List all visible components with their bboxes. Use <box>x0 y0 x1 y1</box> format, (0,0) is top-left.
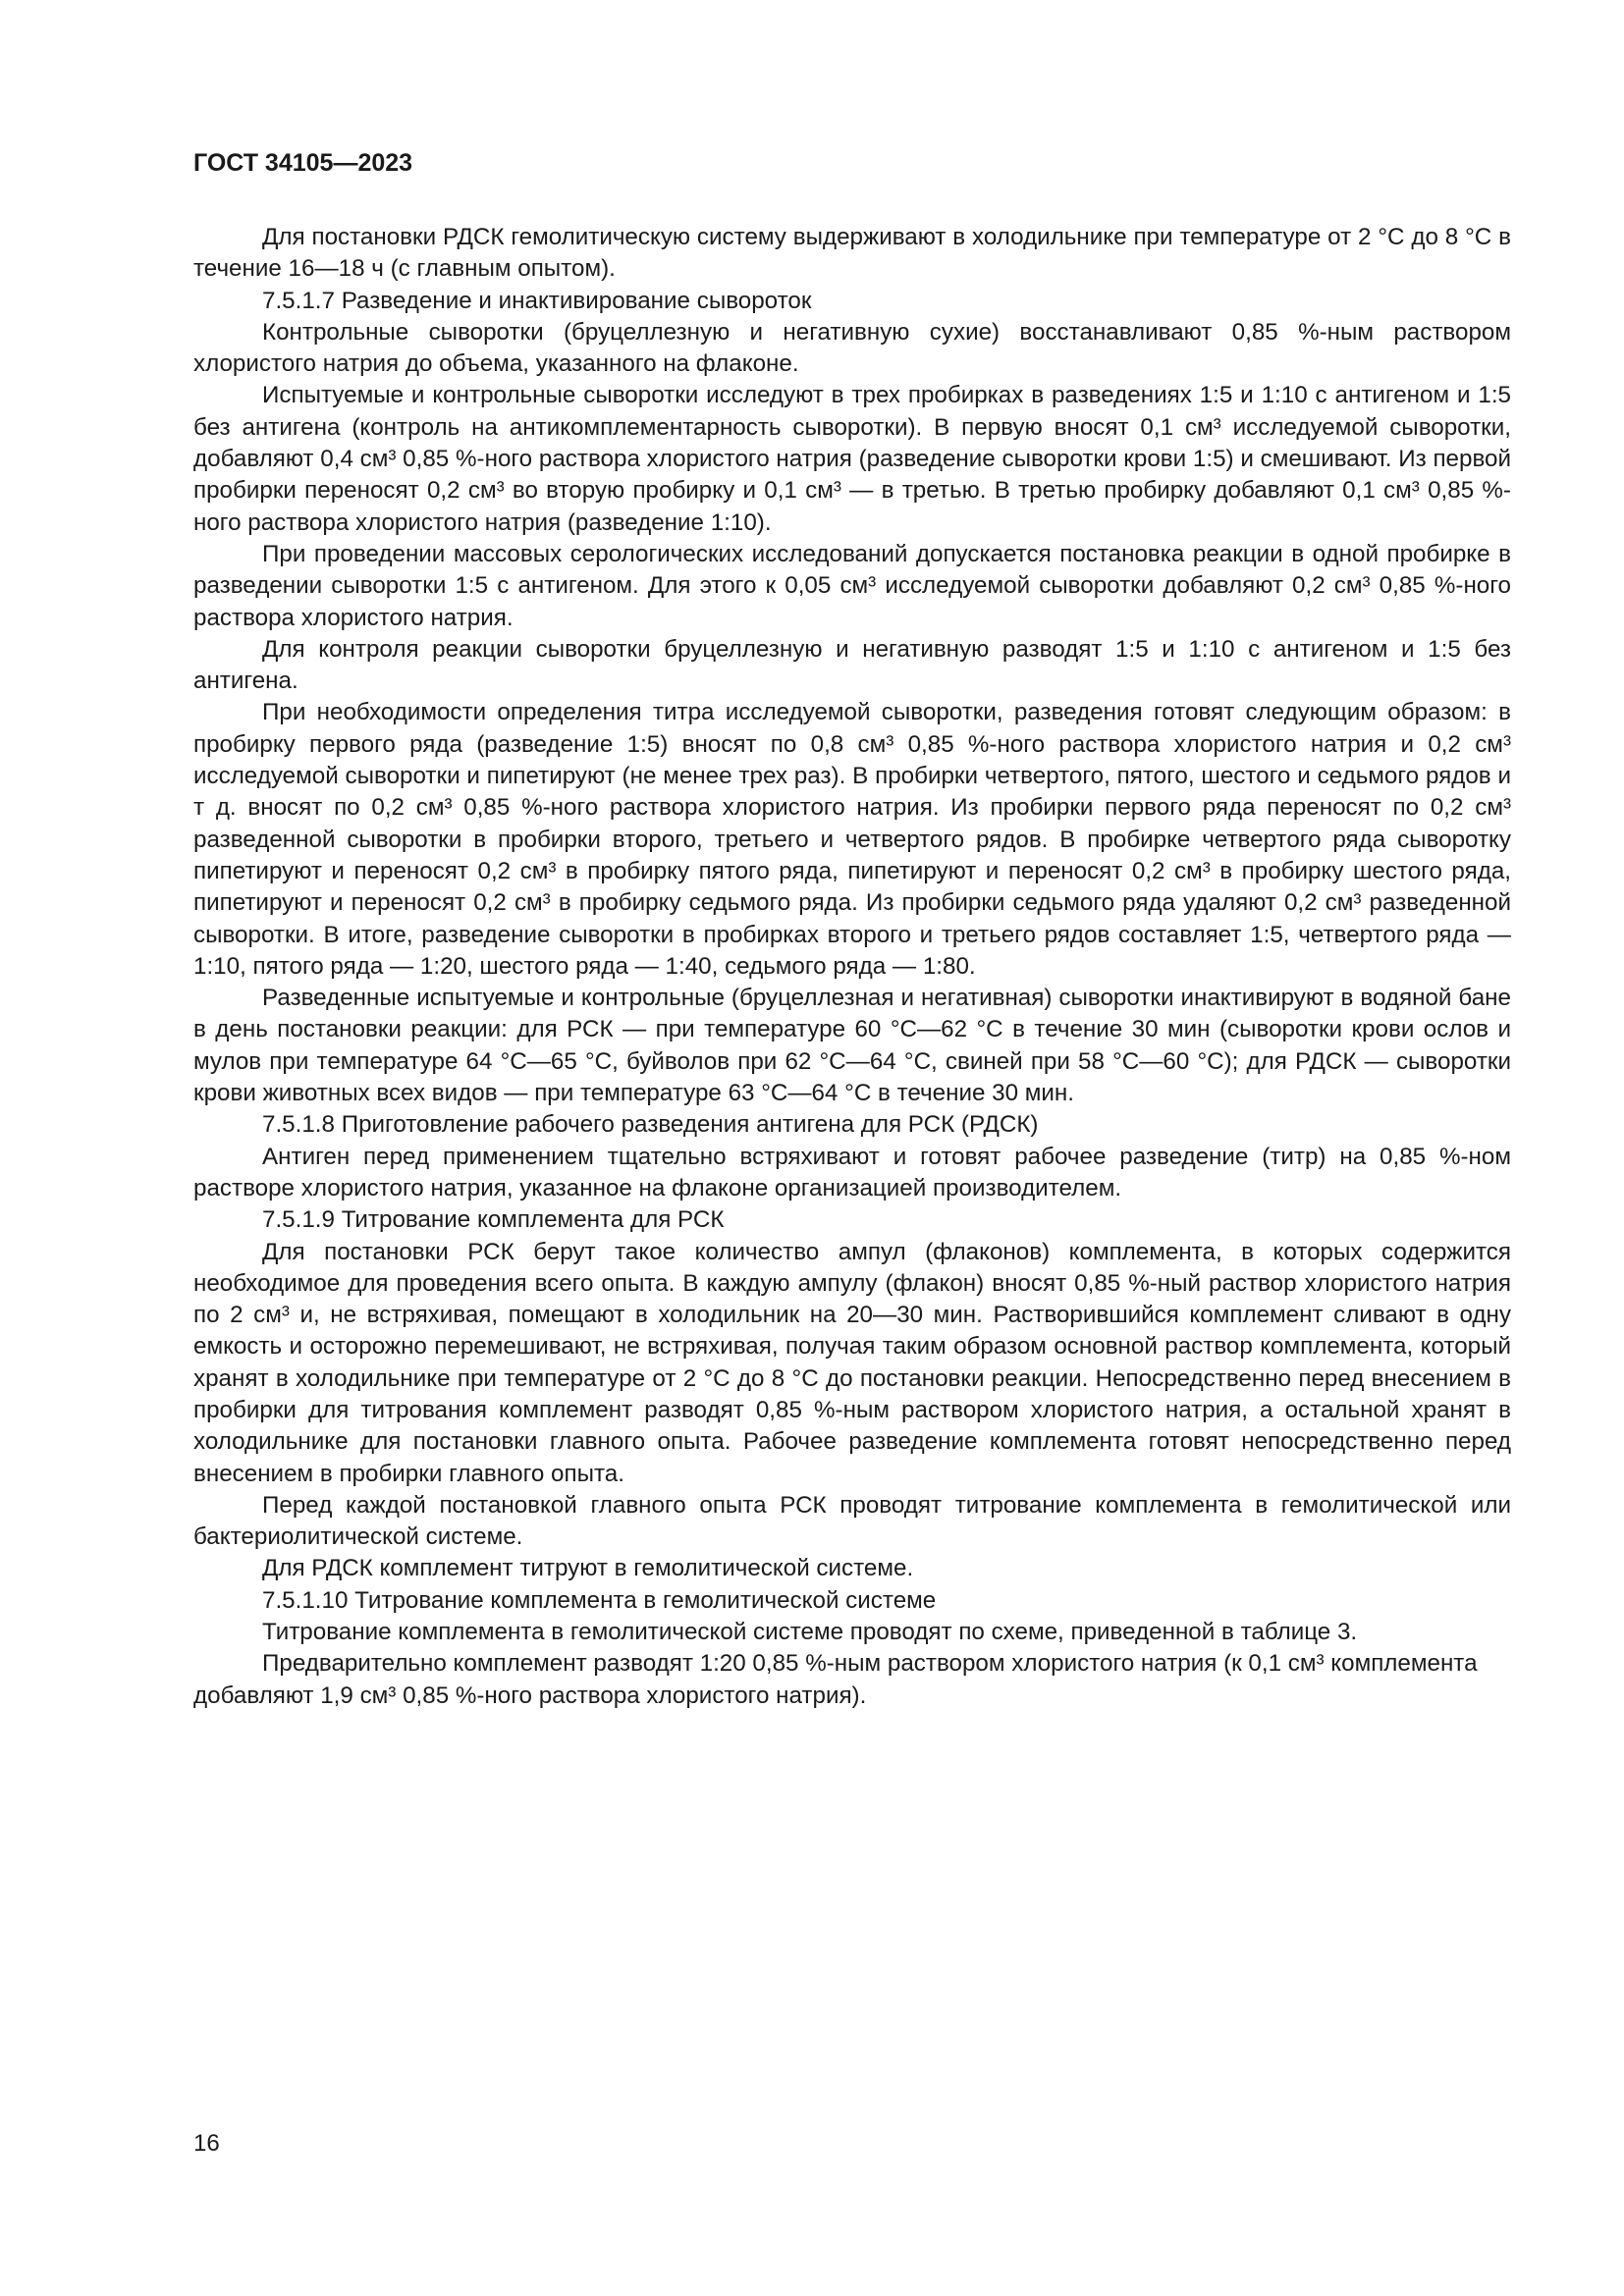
document-header: ГОСТ 34105—2023 <box>193 149 413 177</box>
page-number: 16 <box>193 2130 220 2157</box>
paragraph: Испытуемые и контрольные сыворотки исследуют в трех пробирках в разведениях 1:5 и 1:10 с антигеном и 1:5 без антигена (контроль на антикомплементарность сыворотки). В первую вносят 0,1 см³ исследуемой сыворотки, добавляют 0,4 см³ 0,85 %-ного раствора хлористого натрия (разведение сыворотки крови 1:5) и смешивают. Из первой пробирки переносят 0,2 см³ во вторую пробирку и 0,1 см³ — в третью. В третью пробирку добавляют 0,1 см³ 0,85 %-ного раствора хлористого натрия (разведение 1:10). <box>193 382 1511 536</box>
section-heading: 7.5.1.10 Титрование комплемента в гемолитической системе <box>262 1586 937 1614</box>
paragraph: Контрольные сыворотки (бруцеллезную и негативную сухие) восстанавливают 0,85 %-ным раствором хлористого натрия до объема, указанного на флаконе. <box>193 318 1511 378</box>
paragraph: Титрование комплемента в гемолитической системе проводят по схеме, приведенной в таблице 3. <box>262 1619 1358 1646</box>
document-body <box>193 222 1511 1712</box>
paragraph: Для постановки РСК берут такое количество ампул (флаконов) комплемента, в которых содержится необходимое для проведения всего опыта. В каждую ампулу (флакон) вносят 0,85 %-ный раствор хлористого натрия по 2 см³ и, не встряхивая, помещают в холодильник на 20—30 мин. Растворившийся комплемент сливают в одну емкость и осторожно перемешивают, не встряхивая, получая таким образом основной раствор комплемента, который хранят в холодильнике при температуре от 2 °С до 8 °С до постановки реакции. Непосредственно перед внесением в пробирки для титрования комплемент разводят 0,85 %-ным раствором хлористого натрия, а остальной хранят в холодильнике для постановки главного опыта. Рабочее разведение комплемента готовят непосредственно перед внесением в пробирки главного опыта. <box>193 1238 1511 1487</box>
paragraph: Для РДСК комплемент титруют в гемолитической системе. <box>262 1555 914 1582</box>
paragraph: Для постановки РДСК гемолитическую систему выдерживают в холодильнике при температуре от 2 °С до 8 °С в течение 16—18 ч (с главным опытом). <box>193 224 1511 283</box>
section-heading: 7.5.1.9 Титрование комплемента для РСК <box>262 1206 725 1234</box>
paragraph: Предварительно комплемент разводят 1:20 0,85 %-ным раствором хлористого натрия (к 0,1 см³ комплемента добавляют 1,9 см³ 0,85 %-ного раствора хлористого натрия). <box>193 1650 1478 1709</box>
paragraph: Разведенные испытуемые и контрольные (бруцеллезная и негативная) сыворотки инактивируют в водяной бане в день постановки реакции: для РСК — при температуре 60 °С—62 °С в течение 30 мин (сыворотки крови ослов и мулов при температуре 64 °С—65 °С, буйволов при 62 °С—64 °С, свиней при 58 °С—60 °С); для РДСК — сыворотки крови животных всех видов — при температуре 63 °С—64 °С в течение 30 мин. <box>193 985 1511 1107</box>
section-heading: 7.5.1.7 Разведение и инактивирование сывороток <box>262 287 812 314</box>
paragraph: Для контроля реакции сыворотки бруцеллезную и негативную разводят 1:5 и 1:10 с антигеном и 1:5 без антигена. <box>193 635 1511 695</box>
section-heading: 7.5.1.8 Приготовление рабочего разведения антигена для РСК (РДСК) <box>262 1111 1039 1139</box>
paragraph: Антиген перед применением тщательно встряхивают и готовят рабочее разведение (титр) на 0,85 %-ном растворе хлористого натрия, указанное на флаконе организацией производителем. <box>193 1143 1511 1201</box>
paragraph: При необходимости определения титра исследуемой сыворотки, разведения готовят следующим образом: в пробирку первого ряда (разведение 1:5) вносят по 0,8 см³ 0,85 %-ного раствора хлористого натрия и 0,2 см³ исследуемой сыворотки и пипетируют (не менее трех раз). В пробирки четвертого, пятого, шестого и седьмого рядов и т д. вносят по 0,2 см³ 0,85 %-ного раствора хлористого натрия. Из пробирки первого ряда переносят по 0,2 см³ разведенной сыворотки в пробирки второго, третьего и четвертого рядов. В пробирке четвертого ряда сыворотку пипетируют и переносят 0,2 см³ в пробирку пятого ряда, пипетируют и переносят 0,2 см³ в пробирку шестого ряда, пипетируют и переносят 0,2 см³ в пробирку седьмого ряда. Из пробирки седьмого ряда удаляют 0,2 см³ разведенной сыворотки. В итоге, разведение сыворотки в пробирках второго и третьего рядов составляет 1:5, четвертого ряда — 1:10, пятого ряда — 1:20, шестого ряда — 1:40, седьмого ряда — 1:80. <box>193 699 1511 980</box>
paragraph: Перед каждой постановкой главного опыта РСК проводят титрование комплемента в гемолитической или бактериолитической системе. <box>193 1491 1511 1551</box>
paragraph: При проведении массовых серологических исследований допускается постановка реакции в одной пробирке в разведении сыворотки 1:5 с антигеном. Для этого к 0,05 см³ исследуемой сыворотки добавляют 0,2 см³ 0,85 %-ного раствора хлористого натрия. <box>193 540 1511 631</box>
